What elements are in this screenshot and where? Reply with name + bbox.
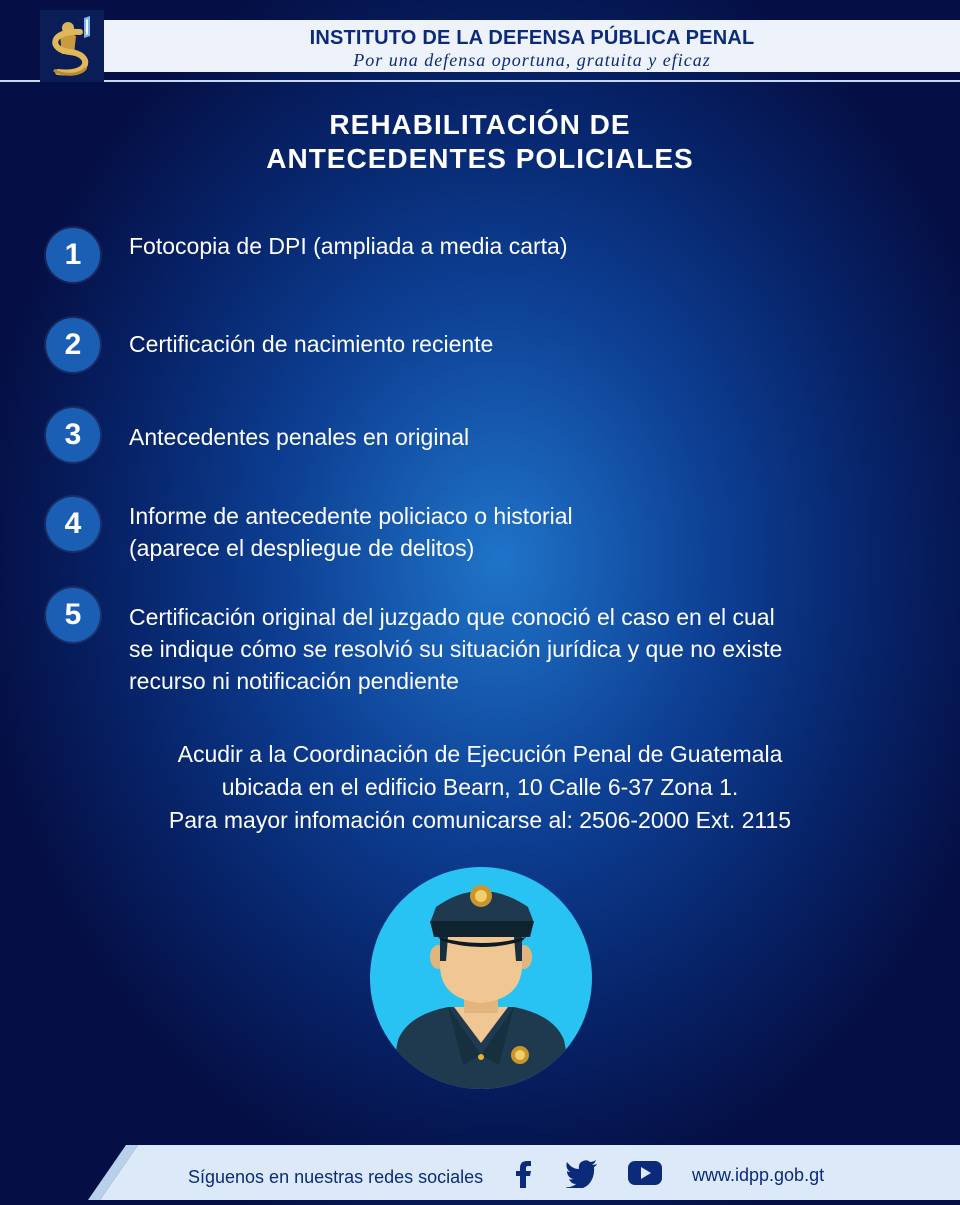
follow-us-text: Síguenos en nuestras redes sociales [188,1167,484,1187]
step-number-badge: 2 [46,318,100,372]
step-number-badge: 1 [46,228,100,282]
step-text [129,500,849,564]
youtube-icon[interactable] [628,1160,662,1191]
contact-info [0,738,960,837]
contact-info-line: Para mayor infomación comunicarse al: 2506-2000 Ext. 2115 [168,807,792,833]
page-title-line: REHABILITACIÓN DE [329,109,631,140]
step-number-badge: 3 [46,408,100,462]
step-line: recurso ni notificación pendiente [129,668,459,694]
step-line: Fotocopia de DPI (ampliada a media carta) [129,233,568,259]
step-line: (aparece el despliegue de delitos) [129,535,475,561]
institution-slogan: Por una defensa oportuna, gratuita y eficaz [353,50,711,70]
step-text [129,230,849,262]
header-bar [104,20,960,72]
twitter-icon[interactable] [566,1160,598,1193]
step-line: Certificación original del juzgado que conoció el caso en el cual [129,604,775,630]
police-officer-icon [368,865,594,1091]
step-line: Antecedentes penales en original [129,424,470,450]
facebook-icon[interactable] [514,1160,532,1193]
step-text [129,601,849,697]
page-title [0,108,960,176]
contact-info-line: ubicada en el edificio Bearn, 10 Calle 6-37 Zona 1. [221,774,739,800]
contact-info-line: Acudir a la Coordinación de Ejecución Penal de Guatemala [177,741,783,767]
step-number-badge: 4 [46,497,100,551]
step-line: Certificación de nacimiento reciente [129,331,494,357]
page-title-line: ANTECEDENTES POLICIALES [266,143,694,174]
header-divider [0,80,960,82]
institution-name: INSTITUTO DE LA DEFENSA PÚBLICA PENAL [309,27,755,49]
step-text [129,421,849,453]
step-line: Informe de antecedente policiaco o historial [129,503,573,529]
website-link[interactable]: www.idpp.gob.gt [692,1165,825,1185]
step-text [129,328,849,360]
step-line: se indique cómo se resolvió su situación jurídica y que no existe [129,636,783,662]
institution-seal-icon [40,10,104,82]
step-number-badge: 5 [46,588,100,642]
